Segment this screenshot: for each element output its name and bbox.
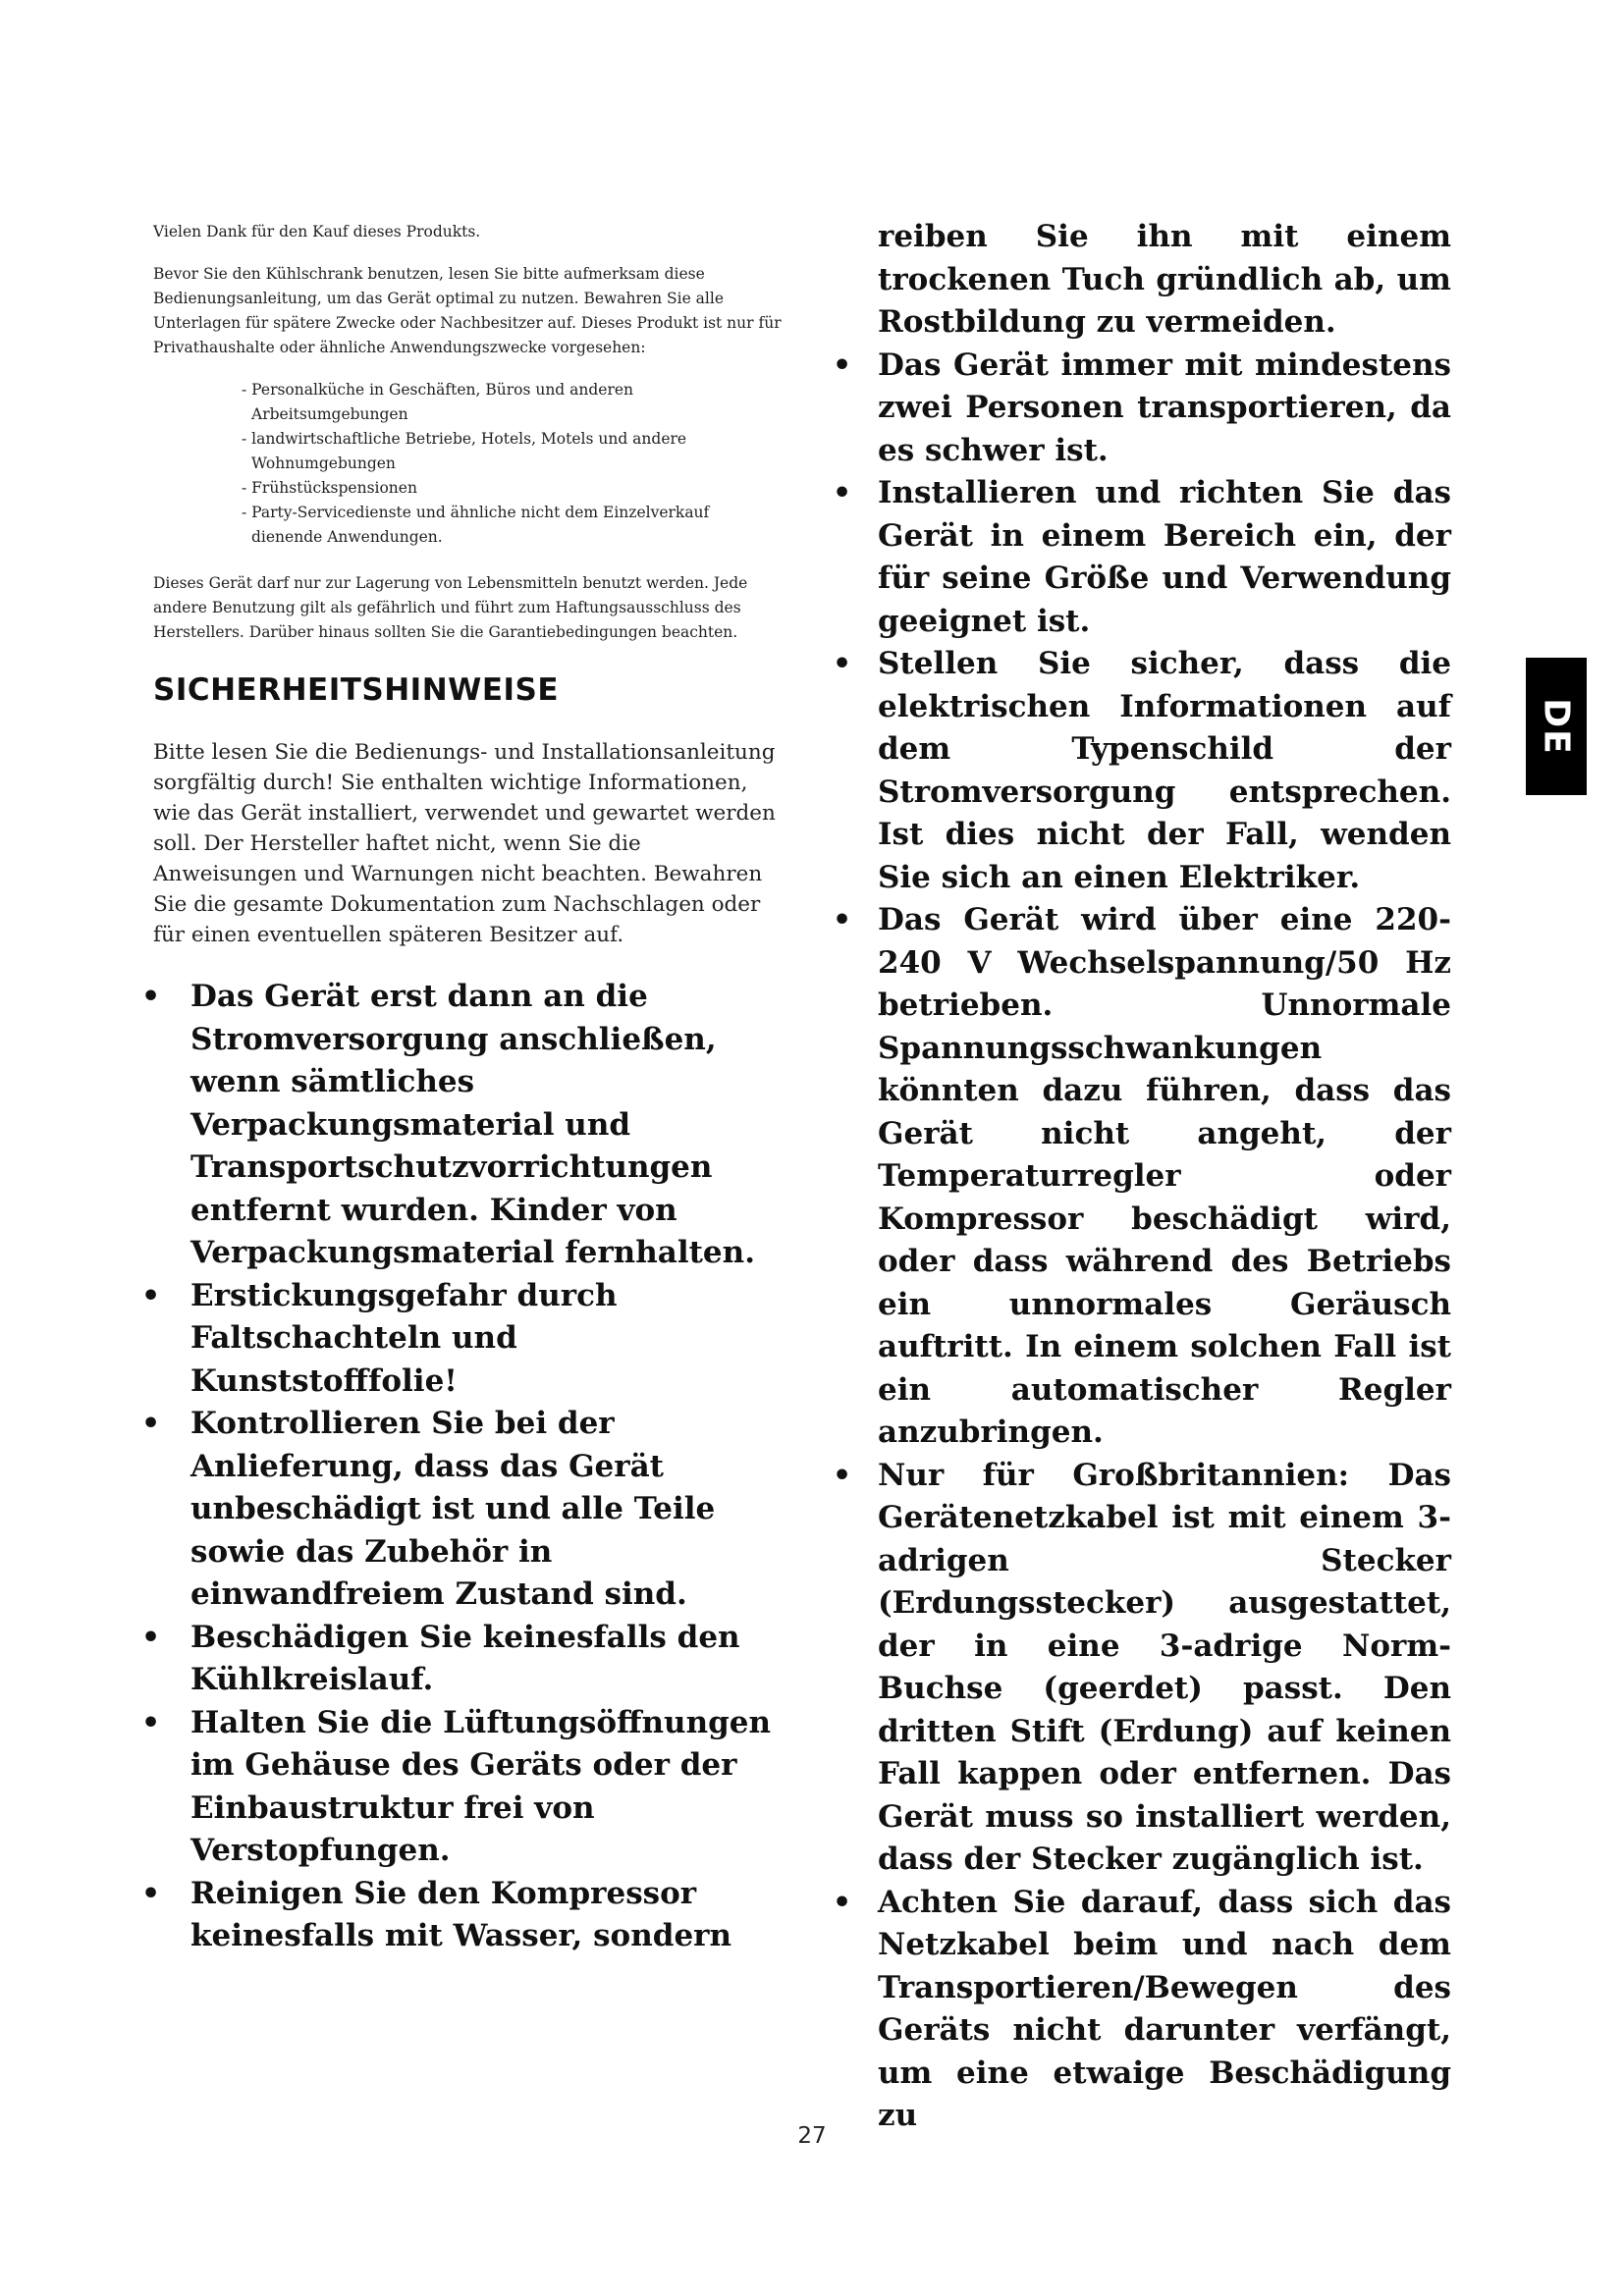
bullet-text: Stellen Sie sicher, dass die elektrischen Informationen auf dem Typenschild der Stromversorgung entsprechen. Ist dies nicht der Fall, wenden Sie sich an einen Elektriker. [878, 646, 1451, 895]
bullet-text: Installieren und richten Sie das Gerät in einem Bereich ein, der für seine Größe und Verwendung geeignet ist. [878, 475, 1451, 639]
bullet-text: Reinigen Sie den Kompressor keinesfalls mit Wasser, sondern [190, 1875, 732, 1953]
bullet-item [141, 1275, 789, 1404]
left-column [141, 220, 782, 1958]
bullet-item [141, 1403, 789, 1617]
bullet-text: Das Gerät immer mit mindestens zwei Personen transportieren, da es schwer ist. [878, 347, 1451, 468]
language-tab-label: DE [1536, 697, 1577, 756]
language-tab [1526, 658, 1587, 795]
intro-small-text [153, 220, 782, 645]
section-title: SICHERHEITSHINWEISE [153, 672, 560, 708]
usage-item: - Personalküche in Geschäften, Büros und anderen Arbeitsumgebungen [242, 381, 634, 423]
right-column [833, 216, 1451, 2138]
before-use-paragraph: Bevor Sie den Kühlschrank benutzen, lesen Sie bitte aufmerksam diese Bedienungsanleitung, um das Gerät optimal zu nutzen. Bewahren Sie alle Unterlagen für spätere Zwecke oder Nachbesitzer auf. Dieses Produkt ist nur für Privathaushalte oder ähnliche Anwendungszwecke vorgesehen: [153, 265, 782, 356]
page-number: 27 [797, 2123, 827, 2149]
bullet-text: Beschädigen Sie keinesfalls den Kühlkreislauf. [190, 1619, 740, 1697]
usage-item: - Frühstückspensionen [242, 479, 417, 497]
bullet-item [833, 472, 1451, 643]
bullet-icon: • [141, 980, 161, 1014]
bullet-item [833, 1455, 1451, 1882]
bullet-item [141, 1702, 789, 1873]
bullet-text: Erstickungsgefahr durch Faltschachteln und Kunststofffolie! [190, 1277, 618, 1399]
bullet-item [141, 1617, 789, 1702]
bullet-item [833, 345, 1451, 473]
bullet-icon: • [141, 1278, 161, 1313]
bullet-item [141, 976, 789, 1275]
bullet-item [833, 643, 1451, 899]
bullet-continuation: reiben Sie ihn mit einem trockenen Tuch gründlich ab, um Rostbildung zu vermeiden. [878, 219, 1451, 340]
bullet-icon: • [833, 903, 852, 937]
usage-item: - landwirtschaftliche Betriebe, Hotels, Motels und andere Wohnumgebungen [242, 430, 687, 472]
bullet-text: Das Gerät wird über eine 220-240 V Wechselspannung/50 Hz betrieben. Unnormale Spannungsschwankungen könnten dazu führen, dass das Gerät nicht angeht, der Temperaturregler oder Kompressor beschädigt wird, oder dass während des Betriebs ein unnormales Geräusch auftritt. In einem solchen Fall ist ein automatischer Regler anzubringen. [878, 902, 1451, 1450]
bullet-icon: • [833, 1885, 852, 1920]
bullet-icon: • [141, 1876, 161, 1911]
usage-item: - Party-Servicedienste und ähnliche nicht dem Einzelverkauf dienende Anwendungen. [242, 504, 710, 546]
bullet-icon: • [141, 1620, 161, 1655]
bullet-text: Halten Sie die Lüftungsöffnungen im Gehäuse des Geräts oder der Einbaustruktur frei von Verstopfungen. [190, 1704, 772, 1868]
usage-list [153, 378, 782, 550]
bullet-text: Kontrollieren Sie bei der Anlieferung, dass das Gerät unbeschädigt ist und alle Teile sowie das Zubehör in einwandfreiem Zustand sind. [190, 1406, 716, 1612]
safety-bullets-right [833, 345, 1451, 2138]
bullet-text: Nur für Großbritannien: Das Gerätenetzkabel ist mit einem 3-adrigen Stecker (Erdungsstecker) ausgestattet, der in eine 3-adrige Norm-Buchse (geerdet) passt. Den dritten Stift (Erdung) auf keinen Fall kappen oder entfernen. Das Gerät muss so installiert werden, dass der Stecker zugänglich ist. [878, 1457, 1451, 1877]
bullet-icon: • [141, 1407, 161, 1441]
bullet-item [141, 1873, 789, 1958]
thanks-line: Vielen Dank für den Kauf dieses Produkts. [153, 223, 481, 240]
bullet-text: Achten Sie darauf, dass sich das Netzkabel beim und nach dem Transportieren/Bewegen des Geräts nicht darunter verfängt, um eine etwaige Beschädigung zu [878, 1884, 1451, 2133]
bullet-icon: • [833, 1458, 852, 1493]
bullet-icon: • [833, 476, 852, 510]
bullet-icon: • [833, 347, 852, 383]
bullet-icon: • [141, 1705, 161, 1740]
safety-intro: Bitte lesen Sie die Bedienungs- und Installationsanleitung sorgfältig durch! Sie enthalten wichtige Informationen, wie das Gerät installiert, verwendet und gewartet werden soll. Der Hersteller haftet nicht, wenn Sie die Anweisungen und Warnungen nicht beachten. Bewahren Sie die gesamte Dokumentation zum Nachschlagen oder für einen eventuellen späteren Besitzer auf. [153, 740, 776, 947]
bullet-item [833, 1882, 1451, 2138]
safety-bullets-left [141, 976, 789, 1958]
bullet-text: Das Gerät erst dann an die Stromversorgung anschließen, wenn sämtliches Verpackungsmaterial und Transportschutzvorrichtungen entfernt wurden. Kinder von Verpackungsmaterial fernhalten. [190, 979, 755, 1270]
bullet-item [833, 899, 1451, 1455]
storage-note: Dieses Gerät darf nur zur Lagerung von Lebensmitteln benutzt werden. Jede andere Benutzung gilt als gefährlich und führt zum Haftungsausschluss des Herstellers. Darüber hinaus sollten Sie die Garantiebedingungen beachten. [153, 574, 748, 641]
bullet-icon: • [833, 647, 852, 681]
